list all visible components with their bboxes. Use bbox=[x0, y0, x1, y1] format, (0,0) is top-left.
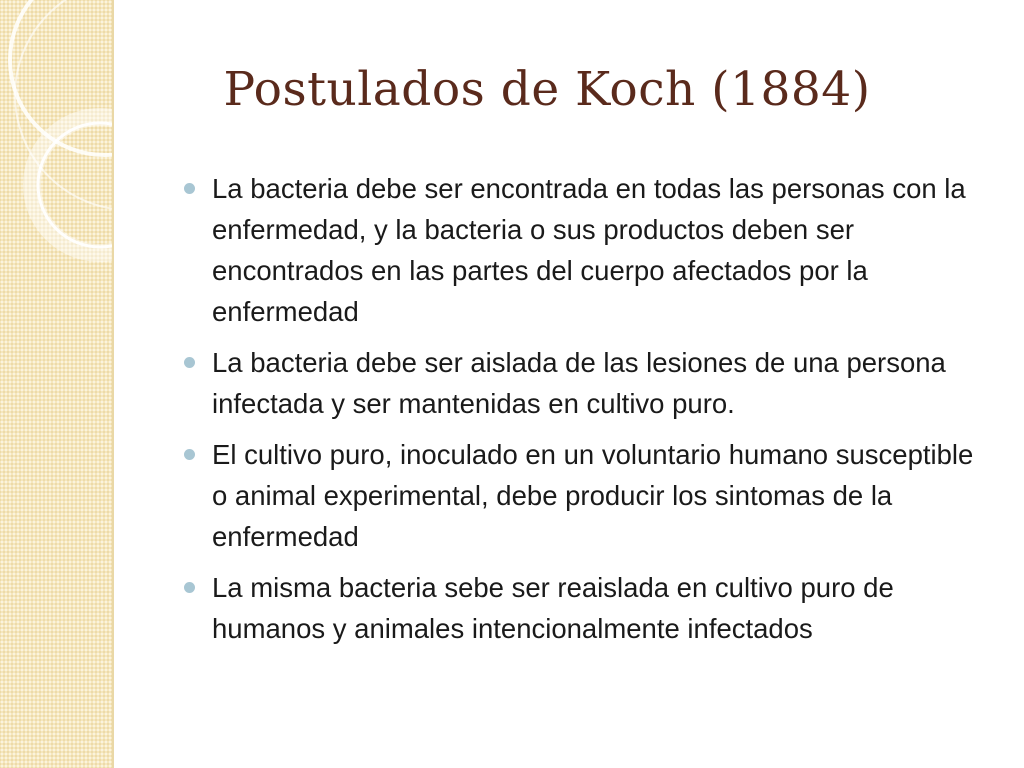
bullet-text: La misma bacteria sebe ser reaislada en cultivo puro de humanos y animales intencionalmente infectados bbox=[212, 572, 894, 644]
decorative-ring-medium bbox=[32, 117, 112, 253]
slide-title: Postulados de Koch (1884) bbox=[223, 62, 871, 117]
bullet-text: El cultivo puro, inoculado en un voluntario humano susceptible o animal experimental, debe producir los sintomas de la enfermedad bbox=[212, 439, 974, 552]
bullet-item bbox=[180, 567, 990, 649]
bullet-list bbox=[180, 168, 990, 659]
bullet-dot-icon bbox=[184, 357, 195, 368]
bullet-dot-icon bbox=[184, 183, 195, 194]
bullet-dot-icon bbox=[184, 449, 195, 460]
bullet-text: La bacteria debe ser encontrada en todas las personas con la enfermedad, y la bacteria o sus productos deben ser encontrados en las partes del cuerpo afectados por la enfermedad bbox=[212, 173, 966, 327]
bullet-item bbox=[180, 434, 990, 557]
bullet-text: La bacteria debe ser aislada de las lesiones de una persona infectada y ser mantenidas en cultivo puro. bbox=[212, 347, 946, 419]
bullet-dot-icon bbox=[184, 582, 195, 593]
bullet-item bbox=[180, 342, 990, 424]
bullet-item bbox=[180, 168, 990, 332]
